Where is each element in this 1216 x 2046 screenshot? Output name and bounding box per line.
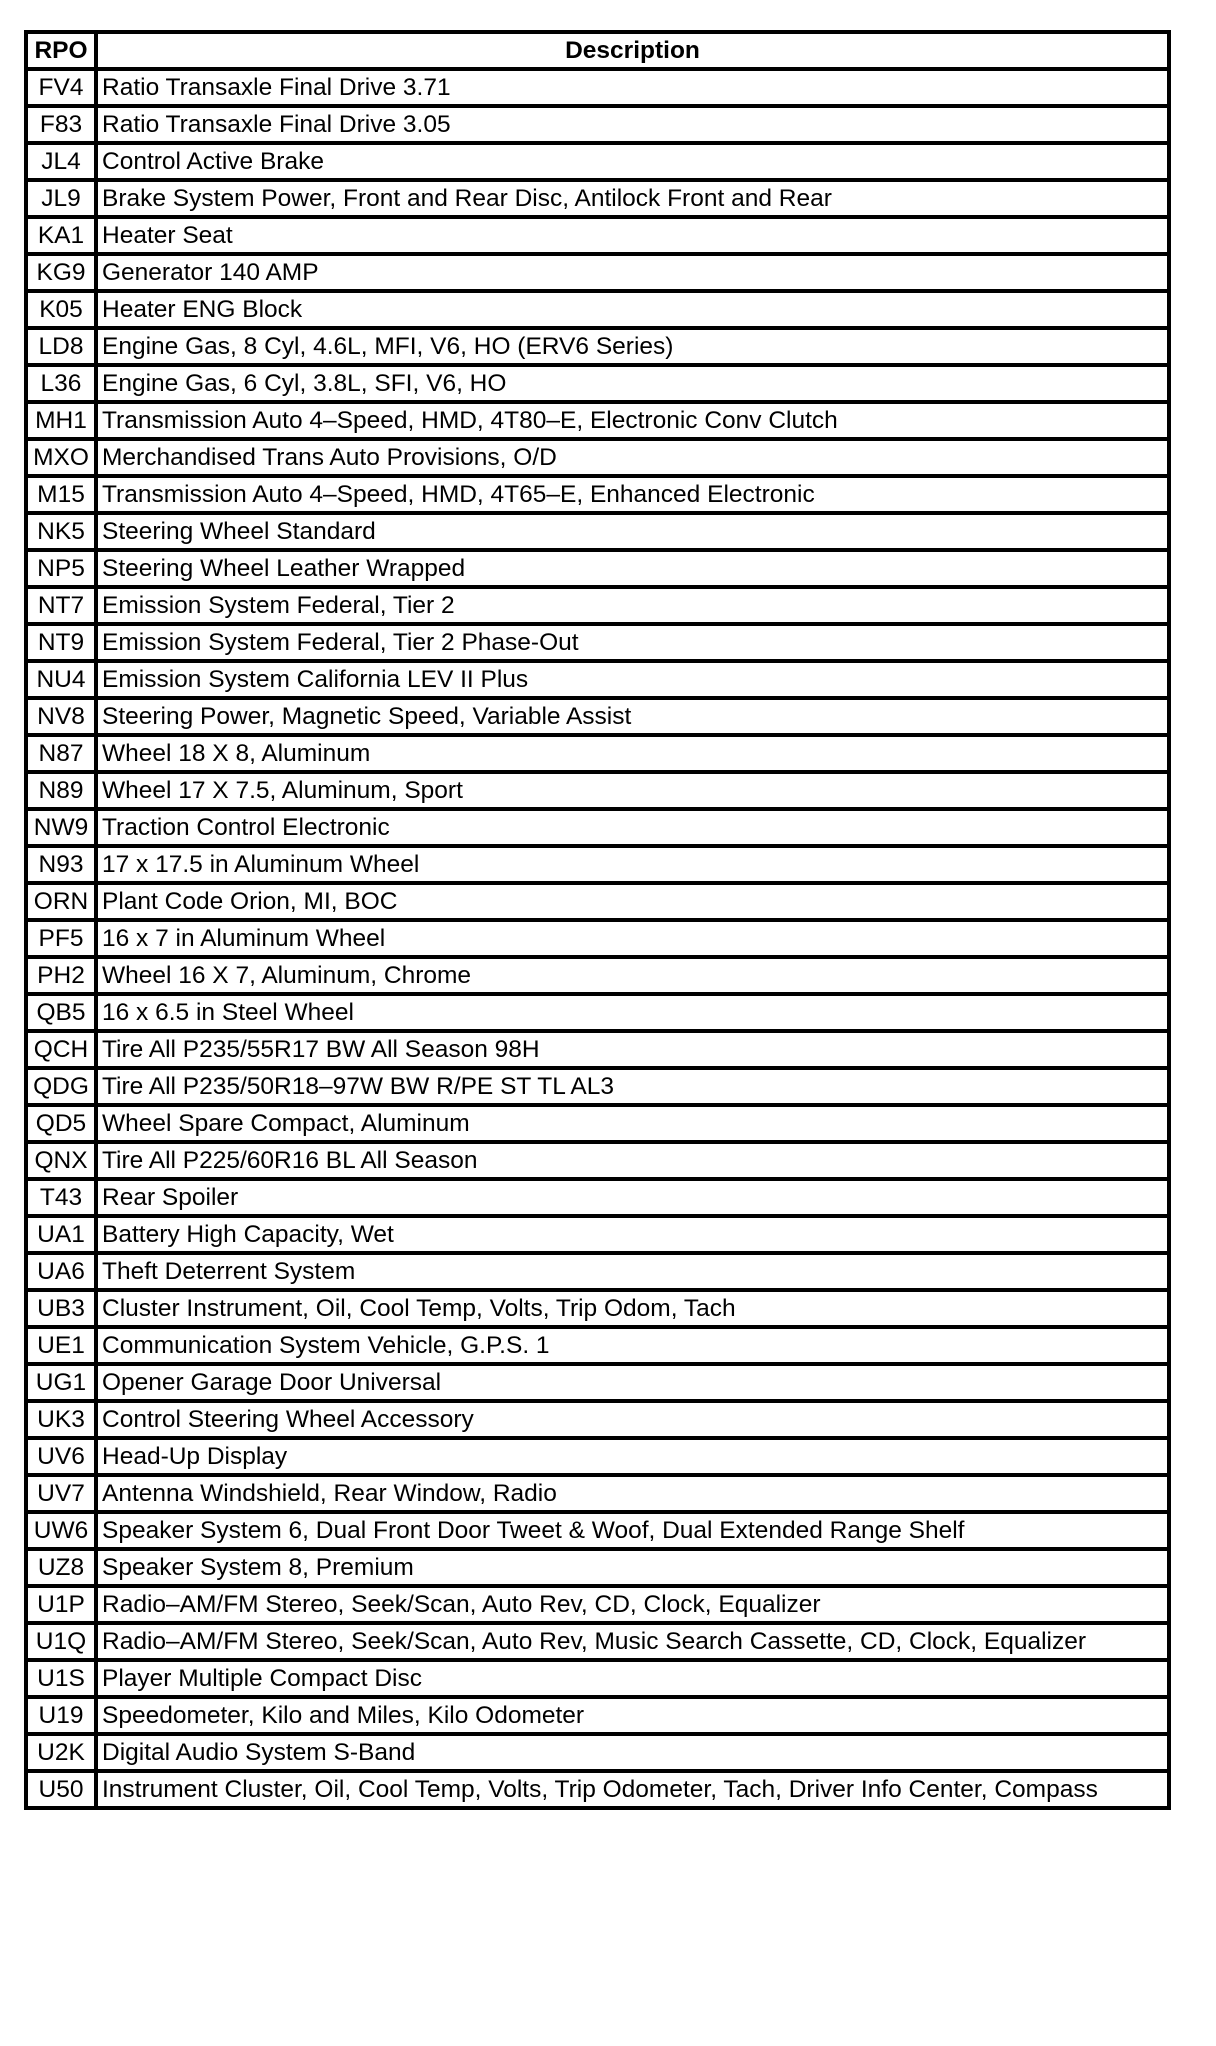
description-cell: Brake System Power, Front and Rear Disc, Antilock Front and Rear [96, 180, 1169, 217]
description-cell: Ratio Transaxle Final Drive 3.05 [96, 106, 1169, 143]
rpo-code-cell: MXO [26, 439, 96, 476]
description-cell: Tire All P225/60R16 BL All Season [96, 1142, 1169, 1179]
table-row [26, 1253, 1169, 1290]
table-row [26, 1105, 1169, 1142]
table-row [26, 661, 1169, 698]
rpo-code-cell: PH2 [26, 957, 96, 994]
description-cell: Radio–AM/FM Stereo, Seek/Scan, Auto Rev, Music Search Cassette, CD, Clock, Equalizer [96, 1623, 1169, 1660]
rpo-code-cell: N87 [26, 735, 96, 772]
rpo-code-cell: U1P [26, 1586, 96, 1623]
table-row [26, 1623, 1169, 1660]
rpo-code-cell: UG1 [26, 1364, 96, 1401]
description-cell: Wheel Spare Compact, Aluminum [96, 1105, 1169, 1142]
table-row [26, 957, 1169, 994]
table-row [26, 1401, 1169, 1438]
table-row [26, 624, 1169, 661]
description-cell: Battery High Capacity, Wet [96, 1216, 1169, 1253]
rpo-code-cell: NK5 [26, 513, 96, 550]
rpo-code-cell: LD8 [26, 328, 96, 365]
description-cell: Tire All P235/55R17 BW All Season 98H [96, 1031, 1169, 1068]
table-row [26, 994, 1169, 1031]
rpo-code-cell: NV8 [26, 698, 96, 735]
description-cell: Wheel 17 X 7.5, Aluminum, Sport [96, 772, 1169, 809]
description-cell: Antenna Windshield, Rear Window, Radio [96, 1475, 1169, 1512]
rpo-code-cell: U1S [26, 1660, 96, 1697]
table-row [26, 1475, 1169, 1512]
table-row [26, 1068, 1169, 1105]
description-cell: Steering Power, Magnetic Speed, Variable Assist [96, 698, 1169, 735]
rpo-code-cell: U19 [26, 1697, 96, 1734]
rpo-code-cell: JL4 [26, 143, 96, 180]
rpo-code-cell: QD5 [26, 1105, 96, 1142]
rpo-code-cell: NT9 [26, 624, 96, 661]
table-row [26, 476, 1169, 513]
description-cell: Head-Up Display [96, 1438, 1169, 1475]
rpo-table [24, 30, 1171, 1810]
table-row [26, 846, 1169, 883]
description-column-header: Description [96, 32, 1169, 69]
description-cell: Digital Audio System S-Band [96, 1734, 1169, 1771]
table-row [26, 1031, 1169, 1068]
description-cell: Communication System Vehicle, G.P.S. 1 [96, 1327, 1169, 1364]
table-row [26, 217, 1169, 254]
table-row [26, 1586, 1169, 1623]
table-row [26, 1142, 1169, 1179]
description-cell: Speaker System 6, Dual Front Door Tweet & Woof, Dual Extended Range Shelf [96, 1512, 1169, 1549]
table-row [26, 143, 1169, 180]
table-row [26, 772, 1169, 809]
rpo-code-cell: U1Q [26, 1623, 96, 1660]
rpo-code-cell: UK3 [26, 1401, 96, 1438]
table-row [26, 883, 1169, 920]
description-cell: Ratio Transaxle Final Drive 3.71 [96, 69, 1169, 106]
table-row [26, 1327, 1169, 1364]
table-row [26, 1290, 1169, 1327]
table-header-row [26, 32, 1169, 69]
table-row [26, 439, 1169, 476]
rpo-code-cell: KG9 [26, 254, 96, 291]
description-cell: Instrument Cluster, Oil, Cool Temp, Volts, Trip Odometer, Tach, Driver Info Center, Compass [96, 1771, 1169, 1808]
rpo-code-cell: PF5 [26, 920, 96, 957]
rpo-code-cell: UZ8 [26, 1549, 96, 1586]
table-row [26, 1216, 1169, 1253]
rpo-code-cell: UB3 [26, 1290, 96, 1327]
table-row [26, 328, 1169, 365]
rpo-code-cell: UA6 [26, 1253, 96, 1290]
rpo-code-cell: UA1 [26, 1216, 96, 1253]
rpo-code-cell: UV7 [26, 1475, 96, 1512]
rpo-column-header: RPO [26, 32, 96, 69]
table-row [26, 1734, 1169, 1771]
rpo-code-cell: M15 [26, 476, 96, 513]
description-cell: 16 x 7 in Aluminum Wheel [96, 920, 1169, 957]
table-row [26, 1179, 1169, 1216]
table-row [26, 1697, 1169, 1734]
table-row [26, 254, 1169, 291]
rpo-code-cell: UE1 [26, 1327, 96, 1364]
table-row [26, 735, 1169, 772]
table-row [26, 920, 1169, 957]
table-row [26, 365, 1169, 402]
description-cell: Theft Deterrent System [96, 1253, 1169, 1290]
rpo-code-cell: QCH [26, 1031, 96, 1068]
description-cell: Transmission Auto 4–Speed, HMD, 4T80–E, Electronic Conv Clutch [96, 402, 1169, 439]
table-row [26, 1771, 1169, 1808]
rpo-code-cell: UW6 [26, 1512, 96, 1549]
description-cell: Generator 140 AMP [96, 254, 1169, 291]
description-cell: Steering Wheel Standard [96, 513, 1169, 550]
description-cell: Heater ENG Block [96, 291, 1169, 328]
description-cell: Tire All P235/50R18–97W BW R/PE ST TL AL3 [96, 1068, 1169, 1105]
rpo-code-cell: MH1 [26, 402, 96, 439]
description-cell: Wheel 16 X 7, Aluminum, Chrome [96, 957, 1169, 994]
description-cell: Radio–AM/FM Stereo, Seek/Scan, Auto Rev, CD, Clock, Equalizer [96, 1586, 1169, 1623]
table-row [26, 698, 1169, 735]
description-cell: Merchandised Trans Auto Provisions, O/D [96, 439, 1169, 476]
table-row [26, 291, 1169, 328]
description-cell: Transmission Auto 4–Speed, HMD, 4T65–E, Enhanced Electronic [96, 476, 1169, 513]
rpo-code-cell: K05 [26, 291, 96, 328]
description-cell: Engine Gas, 8 Cyl, 4.6L, MFI, V6, HO (ERV6 Series) [96, 328, 1169, 365]
rpo-code-cell: QNX [26, 1142, 96, 1179]
description-cell: Cluster Instrument, Oil, Cool Temp, Volts, Trip Odom, Tach [96, 1290, 1169, 1327]
rpo-table-container [24, 30, 1171, 1810]
rpo-code-cell: L36 [26, 365, 96, 402]
rpo-code-cell: NT7 [26, 587, 96, 624]
rpo-code-cell: KA1 [26, 217, 96, 254]
description-cell: Heater Seat [96, 217, 1169, 254]
rpo-code-cell: UV6 [26, 1438, 96, 1475]
rpo-code-cell: ORN [26, 883, 96, 920]
description-cell: Emission System Federal, Tier 2 [96, 587, 1169, 624]
description-cell: Control Steering Wheel Accessory [96, 1401, 1169, 1438]
rpo-code-cell: NP5 [26, 550, 96, 587]
description-cell: Control Active Brake [96, 143, 1169, 180]
description-cell: Traction Control Electronic [96, 809, 1169, 846]
description-cell: Speaker System 8, Premium [96, 1549, 1169, 1586]
table-row [26, 550, 1169, 587]
rpo-code-cell: QB5 [26, 994, 96, 1031]
rpo-code-cell: JL9 [26, 180, 96, 217]
rpo-code-cell: U2K [26, 1734, 96, 1771]
description-cell: Rear Spoiler [96, 1179, 1169, 1216]
description-cell: Engine Gas, 6 Cyl, 3.8L, SFI, V6, HO [96, 365, 1169, 402]
rpo-code-cell: NW9 [26, 809, 96, 846]
table-row [26, 513, 1169, 550]
rpo-code-cell: FV4 [26, 69, 96, 106]
table-row [26, 106, 1169, 143]
rpo-code-cell: QDG [26, 1068, 96, 1105]
description-cell: Emission System California LEV II Plus [96, 661, 1169, 698]
table-row [26, 1364, 1169, 1401]
description-cell: 16 x 6.5 in Steel Wheel [96, 994, 1169, 1031]
rpo-code-cell: NU4 [26, 661, 96, 698]
description-cell: Emission System Federal, Tier 2 Phase-Out [96, 624, 1169, 661]
table-row [26, 809, 1169, 846]
table-row [26, 1512, 1169, 1549]
rpo-code-cell: U50 [26, 1771, 96, 1808]
description-cell: Wheel 18 X 8, Aluminum [96, 735, 1169, 772]
description-cell: Plant Code Orion, MI, BOC [96, 883, 1169, 920]
rpo-code-cell: F83 [26, 106, 96, 143]
table-row [26, 1660, 1169, 1697]
table-body [26, 69, 1169, 1808]
rpo-code-cell: N93 [26, 846, 96, 883]
description-cell: Speedometer, Kilo and Miles, Kilo Odometer [96, 1697, 1169, 1734]
table-row [26, 1438, 1169, 1475]
description-cell: 17 x 17.5 in Aluminum Wheel [96, 846, 1169, 883]
table-row [26, 402, 1169, 439]
table-row [26, 587, 1169, 624]
description-cell: Opener Garage Door Universal [96, 1364, 1169, 1401]
description-cell: Steering Wheel Leather Wrapped [96, 550, 1169, 587]
rpo-code-cell: T43 [26, 1179, 96, 1216]
table-row [26, 180, 1169, 217]
rpo-code-cell: N89 [26, 772, 96, 809]
table-row [26, 1549, 1169, 1586]
description-cell: Player Multiple Compact Disc [96, 1660, 1169, 1697]
table-row [26, 69, 1169, 106]
